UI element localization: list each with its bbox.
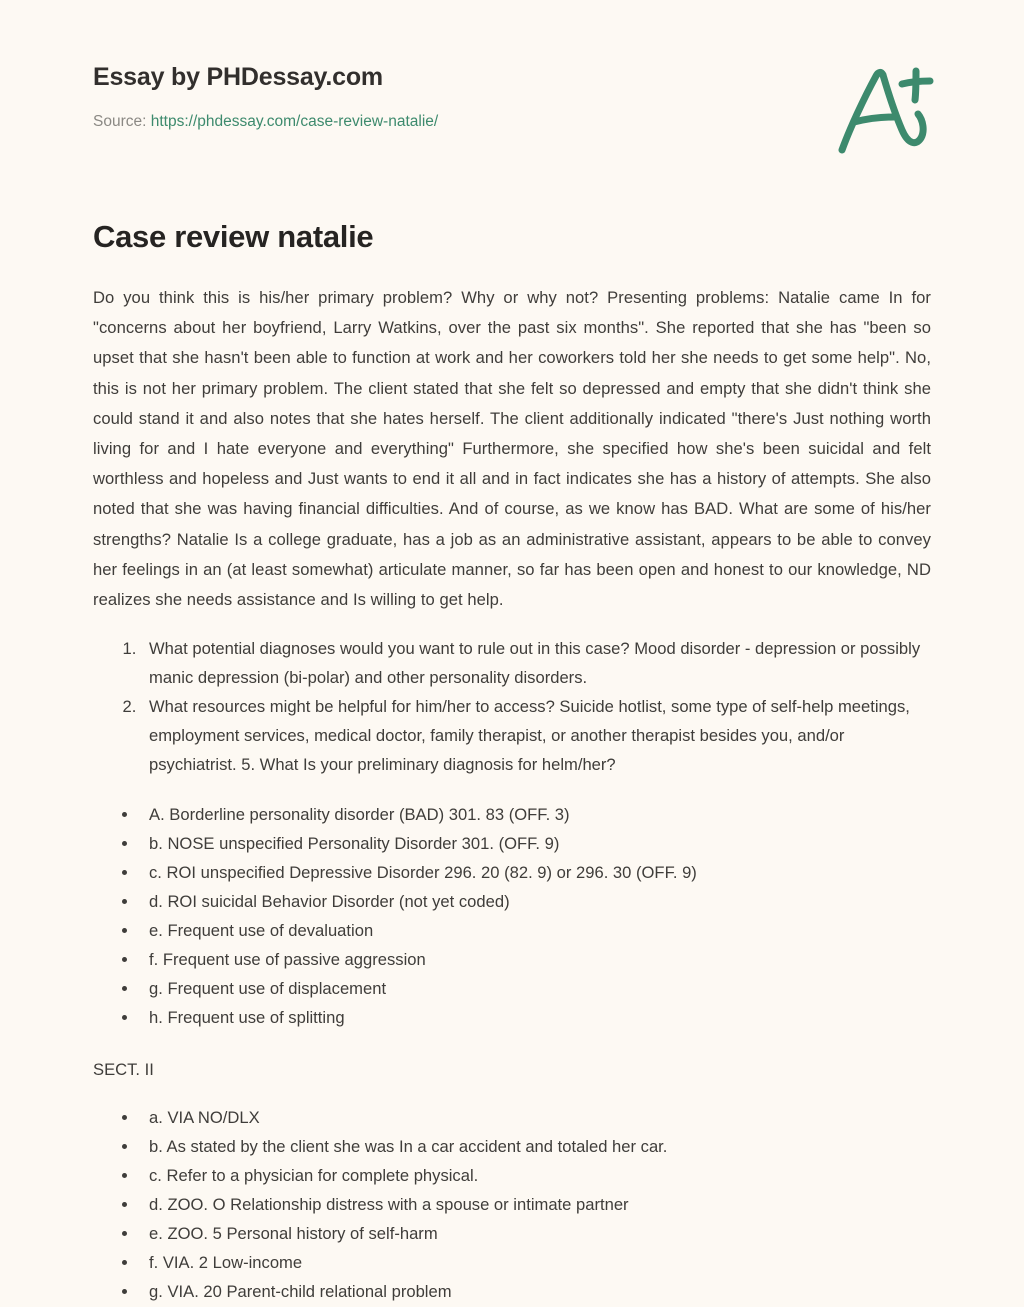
list-item: • g. VIA. 20 Parent-child relational problem [139,1278,931,1306]
list-item: • e. Frequent use of devaluation [139,917,931,945]
aplus-logo-icon [830,62,942,158]
section-heading-sect-2: SECT. II [93,1060,154,1080]
document-content [93,283,931,1307]
source-line [93,112,944,132]
source-label: Source: [93,113,147,130]
list-item: • c. ROI unspecified Depressive Disorder 296. 20 (82. 9) or 296. 30 (OFF. 9) [139,859,931,887]
list-item: 2. What resources might be helpful for him/her to access? Suicide hotlist, some type of self-help meetings, employment services, medical doctor, family therapist, or another therapist besides you, and/or psychiatrist. 5. What Is your preliminary diagnosis for helm/her? [141,692,931,779]
document-header [93,62,944,162]
list-item: • d. ROI suicidal Behavior Disorder (not yet coded) [139,888,931,916]
list-item: • f. VIA. 2 Low-income [139,1249,931,1277]
diagnoses-bullet-list [93,801,931,1032]
list-item: • g. Frequent use of displacement [139,975,931,1003]
list-item: • b. As stated by the client she was In a car accident and totaled her car. [139,1133,931,1161]
brand-title: Essay by PHDessay.com [93,63,383,91]
section-2-bullet-list [93,1104,931,1306]
list-item: • a. VIA NO/DLX [139,1104,931,1132]
list-item: • d. ZOO. O Relationship distress with a spouse or intimate partner [139,1191,931,1219]
list-item: • b. NOSE unspecified Personality Disorder 301. (OFF. 9) [139,830,931,858]
page-title: Case review natalie [93,219,374,254]
list-item: • A. Borderline personality disorder (BAD) 301. 83 (OFF. 3) [139,801,931,829]
list-item: • f. Frequent use of passive aggression [139,946,931,974]
intro-paragraph: Do you think this is his/her primary problem? Why or why not? Presenting problems: Natalie came In for "concerns about her boyfriend, Larry Watkins, over the past six months". She reported that she has "been so upset that she hasn't been able to function at work and her coworkers told her she needs to get some help". No, this is not her primary problem. The client stated that she felt so depressed and empty that she didn't think she could stand it and also notes that she hates herself. The client additionally indicated "there's Just nothing worth living for and I hate everyone and everything" Furthermore, she specified how she's been suicidal and felt worthless and hopeless and Just wants to end it all and in fact indicates she has a history of attempts. She also noted that she was having financial difficulties. And of course, as we know has BAD. What are some of his/her strengths? Natalie Is a college graduate, has a job as an administrative assistant, appears to be able to convey her feelings in an (at least somewhat) articulate manner, so far has been open and honest to our knowledge, ND realizes she needs assistance and Is willing to get help. [93,288,931,610]
list-item: 1. What potential diagnoses would you want to rule out in this case? Mood disorder - depression or possibly manic depression (bi-polar) and other personality disorders. [141,634,931,692]
list-item: • h. Frequent use of splitting [139,1004,931,1032]
list-item: • e. ZOO. 5 Personal history of self-harm [139,1220,931,1248]
source-url-link[interactable]: https://phdessay.com/case-review-natalie/ [150,113,439,130]
aplus-logo [830,62,942,158]
list-item: • c. Refer to a physician for complete physical. [139,1162,931,1190]
questions-ordered-list [93,634,931,779]
